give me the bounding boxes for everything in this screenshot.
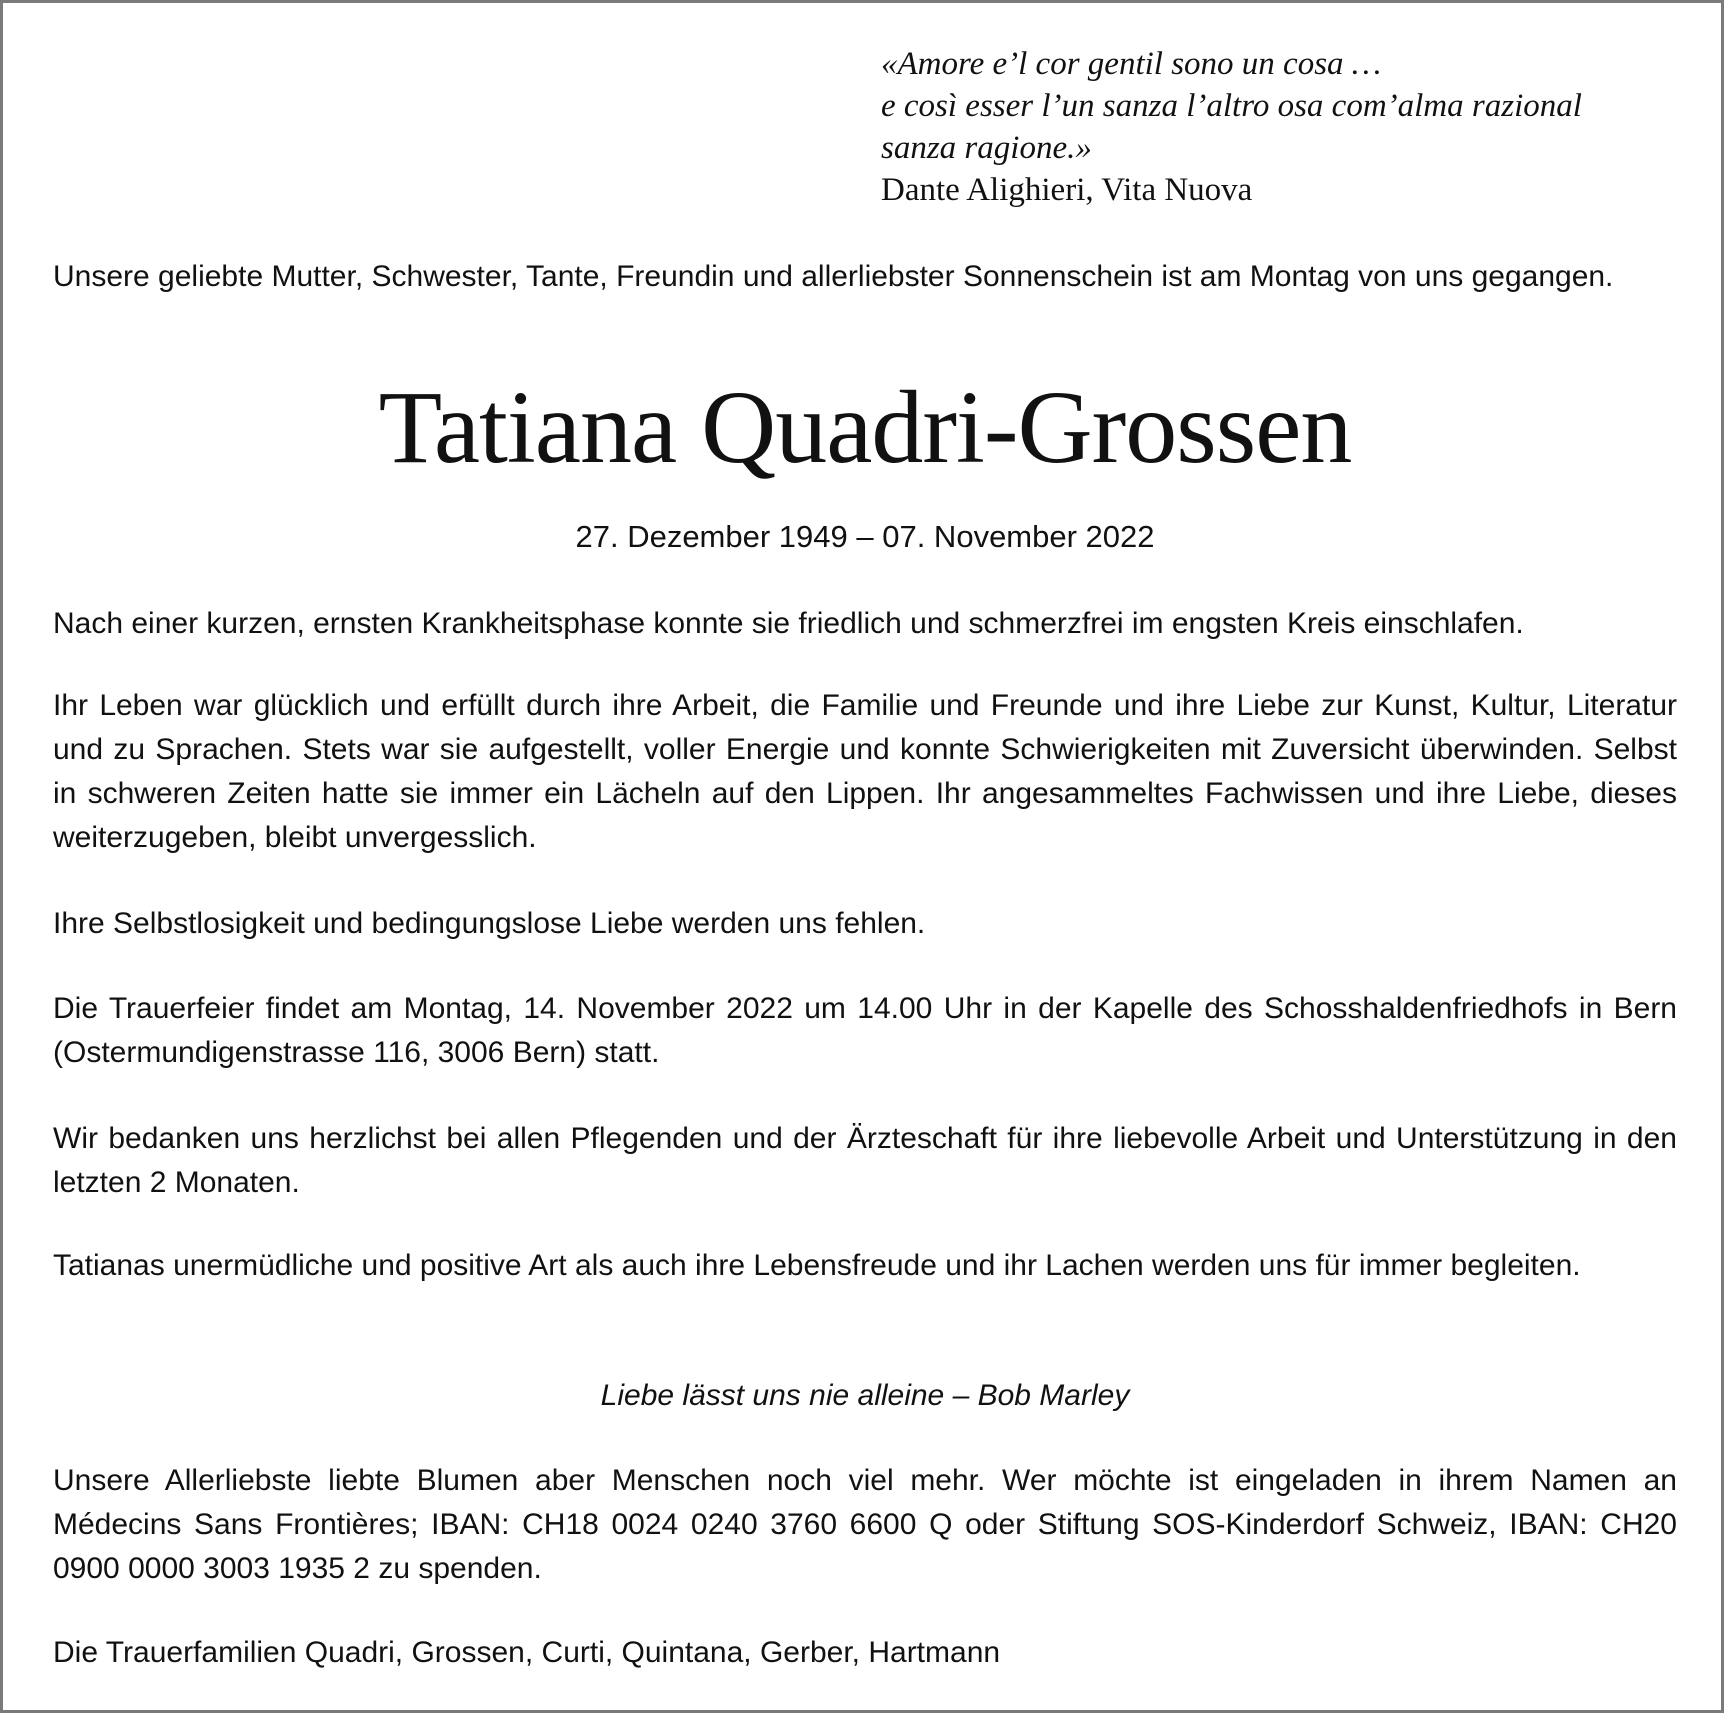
mourning-families: Die Trauerfamilien Quadri, Grossen, Curti, Quintana, Gerber, Hartmann	[53, 1636, 1001, 1669]
life-dates: 27. Dezember 1949 – 07. November 2022	[575, 519, 1155, 554]
paragraph: Tatianas unermüdliche und positive Art als auch ihre Lebensfreude und ihr Lachen werden uns für immer begleiten.	[53, 1249, 1581, 1282]
paragraph: Die Trauerfeier findet am Montag, 14. November 2022 um 14.00 Uhr in der Kapelle des Schosshaldenfriedhofs in Bern (Ostermundigenstrasse 116, 3006 Bern) statt.	[53, 992, 1677, 1069]
quote-line: sanza ragione.»	[881, 130, 1092, 166]
paragraph: Ihr Leben war glücklich und erfüllt durch ihre Arbeit, die Familie und Freunde und ihre Liebe zur Kunst, Kultur, Literatur und zu Sprachen. Stets war sie aufgestellt, voller Energie und konnte Schwierigkeiten mit Zuversicht überwinden. Selbst in schweren Zeiten hatte sie immer ein Lächeln auf den Lippen. Ihr angesammeltes Fachwissen und ihre Liebe, dieses weiterzugeben, bleibt unvergesslich.	[53, 689, 1677, 854]
dante-quote	[881, 43, 1681, 211]
donation-text: Unsere Allerliebste liebte Blumen aber Menschen noch viel mehr. Wer möchte ist eingeladen in ihrem Namen an Médecins Sans Frontières; IBAN: CH18 0024 0240 3760 6600 Q oder Stiftung SOS-Kinderdorf Schweiz, IBAN: CH20 0900 0000 3003 1935 2 zu spenden.	[53, 1464, 1677, 1585]
quote-attribution: Dante Alighieri, Vita Nuova	[881, 172, 1253, 208]
deceased-name: Tatiana Quadri-Grossen	[378, 370, 1352, 485]
paragraph: Ihre Selbstlosigkeit und bedingungslose Liebe werden uns fehlen.	[53, 907, 926, 940]
quote-line: «Amore e’l cor gentil sono un cosa …	[881, 46, 1382, 82]
paragraph: Wir bedanken uns herzlichst bei allen Pflegenden und der Ärzteschaft für ihre liebevolle Arbeit und Unterstützung in den letzten 2 Monaten.	[53, 1122, 1677, 1199]
bob-marley-quote: Liebe lässt uns nie alleine – Bob Marley	[600, 1379, 1130, 1412]
paragraph: Nach einer kurzen, ernsten Krankheitsphase konnte sie friedlich und schmerzfrei im engsten Kreis einschlafen.	[53, 607, 1524, 640]
quote-line: e così esser l’un sanza l’altro osa com’alma razional	[881, 88, 1582, 124]
intro-text: Unsere geliebte Mutter, Schwester, Tante, Freundin und allerliebster Sonnenschein ist am Montag von uns gegangen.	[53, 260, 1614, 293]
